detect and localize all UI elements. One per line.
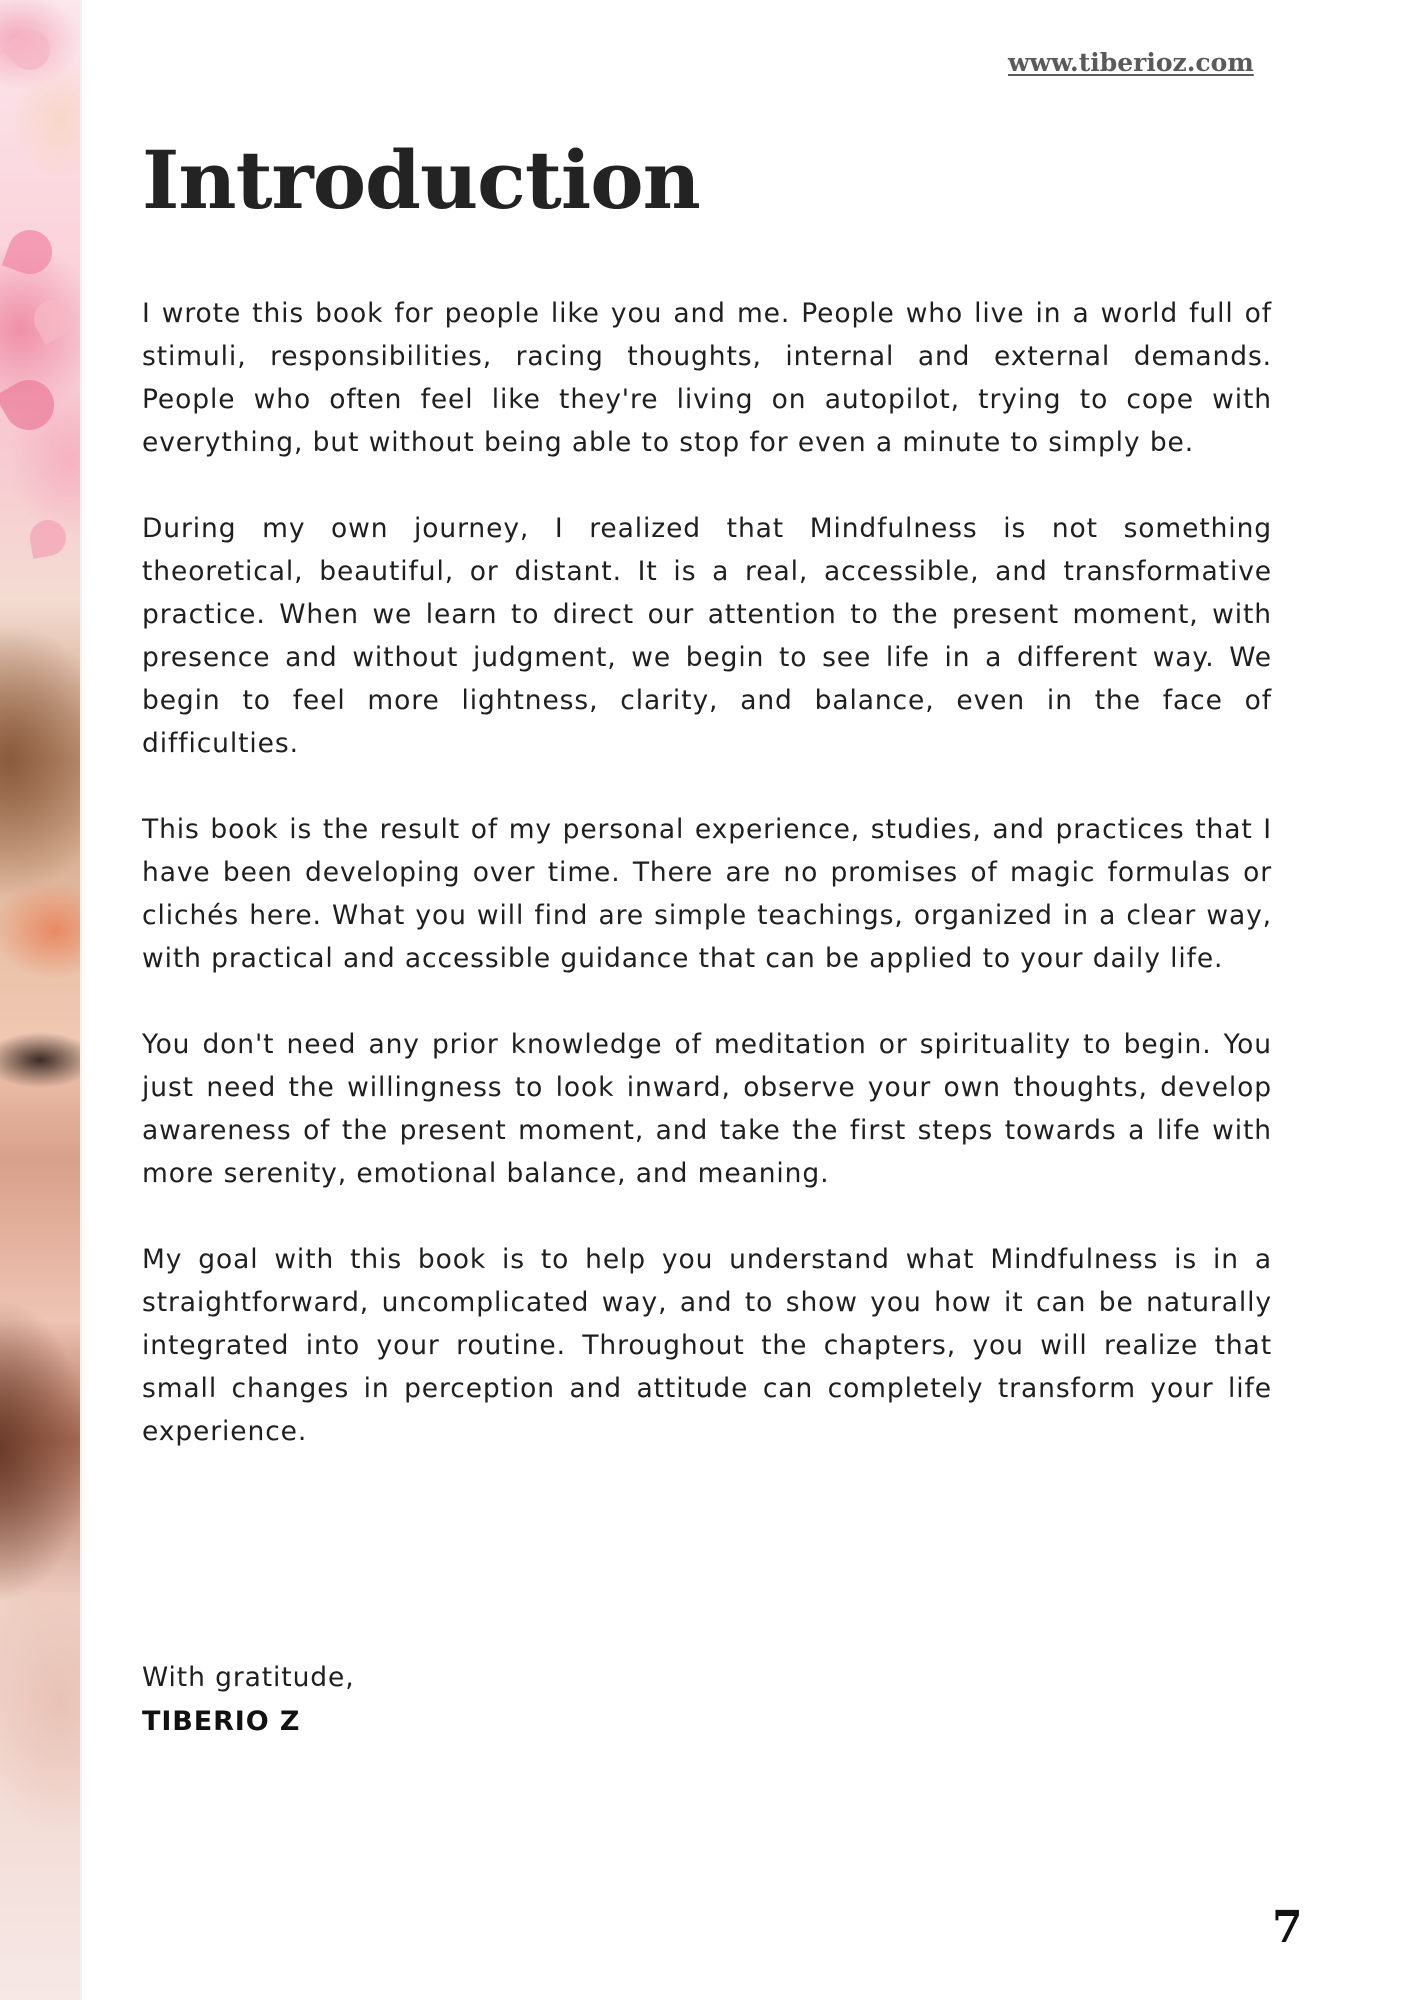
paragraph: You don't need any prior knowledge of meditation or spirituality to begin. You just need the willingness to look inward, observe your own thoughts, develop awareness of the present moment, and take the first steps towards a life with more serenity, emotional balance, and meaning.	[142, 1029, 1272, 1189]
flower-petal-icon	[27, 517, 69, 559]
paragraph: My goal with this book is to help you understand what Mindfulness is in a straightforward, uncomplicated way, and to show you how it can be naturally integrated into your routine. Throughout the chapters, you will realize that small changes in perception and attitude can completely transform your life experience.	[142, 1244, 1272, 1447]
author-signature: TIBERIO Z	[142, 1706, 301, 1737]
body-text	[142, 292, 1272, 1496]
paragraph: This book is the result of my personal experience, studies, and practices that I have been developing over time. There are no promises of magic formulas or clichés here. What you will find are simple teachings, organized in a clear way, with practical and accessible guidance that can be applied to your daily life.	[142, 814, 1272, 974]
illustration-divider	[80, 0, 82, 2000]
decorative-illustration	[0, 0, 80, 2000]
paragraph: I wrote this book for people like you and me. People who live in a world full of stimuli, responsibilities, racing thoughts, internal and external demands. People who often feel like they're living on autopilot, trying to cope with everything, but without being able to stop for even a minute to simply be.	[142, 298, 1272, 458]
closing-line: With gratitude,	[142, 1662, 355, 1693]
flower-petal-icon	[2, 224, 58, 280]
flower-petal-icon	[0, 371, 63, 439]
paragraph: During my own journey, I realized that Mindfulness is not something theoretical, beautiful, or distant. It is a real, accessible, and transformative practice. When we learn to direct our attention to the present moment, with presence and without judgment, we begin to see life in a different way. We begin to feel more lightness, clarity, and balance, even in the face of difficulties.	[142, 513, 1272, 759]
flower-petal-icon	[2, 22, 59, 79]
page-number: 7	[1272, 1902, 1303, 1953]
page-title: Introduction	[142, 133, 700, 227]
website-link[interactable]: www.tiberioz.com	[1008, 48, 1254, 77]
flower-petal-icon	[27, 293, 79, 345]
